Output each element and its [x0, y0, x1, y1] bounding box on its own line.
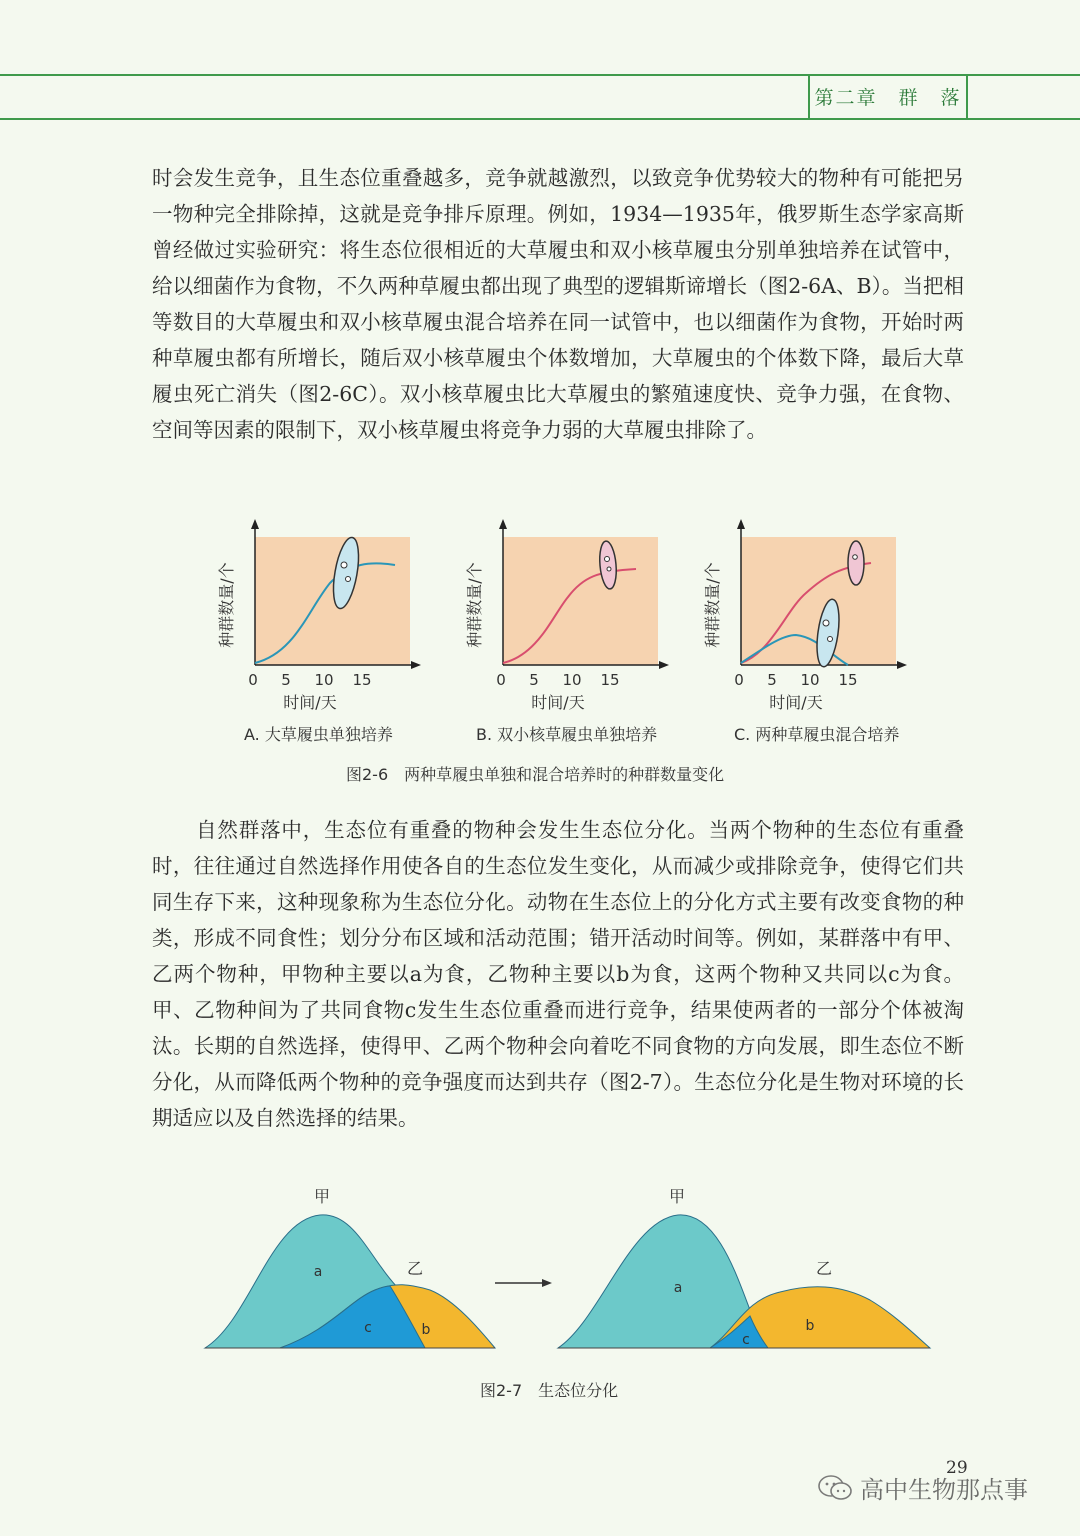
panel-c: [703, 519, 907, 712]
watermark: [818, 1470, 1028, 1505]
panel-a: [217, 519, 421, 712]
panel-c-xtick-15: 15: [838, 671, 858, 689]
label-c-after: c: [742, 1332, 750, 1348]
panel-b-xtick-0: 0: [496, 671, 506, 689]
chapter-title: 第二章 群 落: [808, 74, 968, 118]
label-a-before: a: [313, 1264, 323, 1280]
figure-2-6: [200, 515, 940, 715]
panel-a-xtick-15: 15: [352, 671, 372, 689]
panel-c-xlabel: 时间/天: [769, 693, 823, 712]
panel-a-plot-area: [255, 537, 410, 665]
paragraph-2: 自然群落中，生态位有重叠的物种会发生生态位分化。当两个物种的生态位有重叠时，往往通过自然选择作用使各自的生态位发生变化，从而减少或排除竞争，使得它们共同生存下来，这种现象称为生态位分化。动物在生态位上的分化方式主要有改变食物的种类，形成不同食性；划分分布区域和活动范围；错开活动时间等。例如，某群落中有甲、乙两个物种，甲物种主要以a为食，乙物种主要以b为食，这两个物种又共同以c为食。甲、乙物种间为了共同食物c发生生态位重叠而进行竞争，结果使两者的一部分个体被淘汰。长期的自然选择，使得甲、乙两个物种会向着吃不同食物的方向发展，即生态位不断分化，从而降低两个物种的竞争强度而达到共存（图2-7）。生态位分化是生物对环境的长期适应以及自然选择的结果。: [152, 818, 964, 1130]
panel-c-caption: C. 两种草履虫混合培养: [734, 725, 900, 744]
paramecium-aurelia-icon-c: [848, 541, 864, 585]
panel-b-ylabel: 种群数量/个: [465, 562, 484, 648]
label-b-after: b: [805, 1318, 815, 1334]
panel-b-caption: B. 双小核草履虫单独培养: [476, 725, 658, 744]
label-a-after: a: [673, 1280, 683, 1296]
header-line-bottom: [0, 118, 1080, 120]
panel-c-ylabel: 种群数量/个: [703, 562, 722, 648]
panel-b-plot-area: [503, 537, 658, 665]
paragraph-1: 时会发生竞争，且生态位重叠越多，竞争就越激烈，以致竞争优势较大的物种有可能把另一物种完全排除掉，这就是竞争排斥原理。例如，1934—1935年，俄罗斯生态学家高斯曾经做过实验研究：将生态位很相近的大草履虫和双小核草履虫分别单独培养在试管中，给以细菌作为食物，不久两种草履虫都出现了典型的逻辑斯谛增长（图2-6A、B）。当把相等数目的大草履虫和双小核草履虫混合培养在同一试管中，也以细菌作为食物，开始时两种草履虫都有所增长，随后双小核草履虫个体数增加，大草履虫的个体数下降，最后大草履虫死亡消失（图2-6C）。双小核草履虫比大草履虫的繁殖速度快、竞争力强，在食物、空间等因素的限制下，双小核草履虫将竞争力弱的大草履虫排除了。: [152, 166, 964, 442]
page-number: 29: [946, 1458, 968, 1478]
panel-a-xtick-5: 5: [281, 671, 291, 689]
panel-b: [465, 519, 669, 712]
label-species-a-after: 甲: [668, 1187, 686, 1206]
label-b-before: b: [421, 1322, 431, 1338]
arrow-right-icon: [495, 1279, 552, 1287]
watermark-text: 高中生物那点事: [860, 1476, 1028, 1504]
label-species-b-before: 乙: [406, 1259, 424, 1278]
panel-a-xtick-0: 0: [248, 671, 258, 689]
niche-overlap-after: [558, 1187, 930, 1348]
panel-a-ylabel: 种群数量/个: [217, 562, 236, 648]
panel-b-xtick-15: 15: [600, 671, 620, 689]
panel-a-xtick-10: 10: [314, 671, 334, 689]
figure-2-7: [190, 1180, 940, 1360]
panel-b-xlabel: 时间/天: [531, 693, 585, 712]
niche-overlap-before: [205, 1187, 495, 1348]
label-species-a-before: 甲: [313, 1187, 331, 1206]
label-c-before: c: [364, 1320, 372, 1336]
panel-a-xlabel: 时间/天: [283, 693, 337, 712]
chat-bubbles-icon: [818, 1474, 852, 1502]
panel-a-caption: A. 大草履虫单独培养: [244, 725, 393, 744]
panel-c-xtick-5: 5: [767, 671, 777, 689]
panel-c-xtick-0: 0: [734, 671, 744, 689]
panel-b-xtick-5: 5: [529, 671, 539, 689]
panel-b-xtick-10: 10: [562, 671, 582, 689]
label-species-b-after: 乙: [815, 1259, 833, 1278]
figure-2-7-caption: 图2-7 生态位分化: [480, 1381, 619, 1400]
panel-c-xtick-10: 10: [800, 671, 820, 689]
figure-2-6-caption: 图2-6 两种草履虫单独和混合培养时的种群数量变化: [346, 765, 725, 784]
